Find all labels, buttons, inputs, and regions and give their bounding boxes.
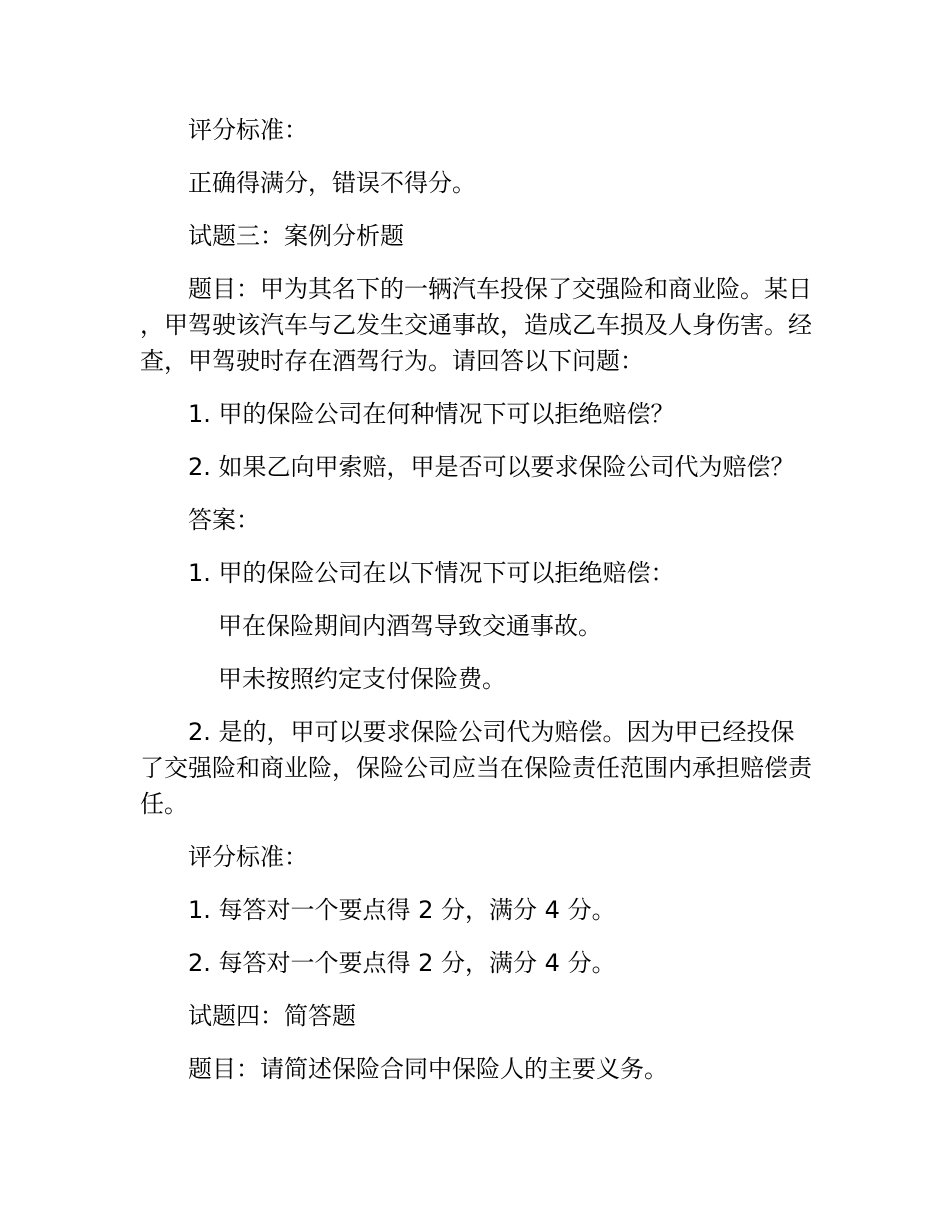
question-four-title: 试题四：简答题 [188,1002,356,1030]
document-body [140,112,812,1104]
question-three-prompt: 题目：甲为其名下的一辆汽车投保了交强险和商业险。某日，甲驾驶该汽车与乙发生交通事故，造成乙车损及人身伤害。经查，甲驾驶时存在酒驾行为。请回答以下问题： [140,275,812,375]
grading-heading-2: 评分标准： [188,843,308,871]
grading-item-2: 2. 每答对一个要点得 2 分，满分 4 分。 [188,949,616,977]
answer-heading: 答案： [188,506,260,534]
question-three-item-2: 2. 如果乙向甲索赔，甲是否可以要求保险公司代为赔偿？ [188,453,795,481]
answer-item-1: 1. 甲的保险公司在以下情况下可以拒绝赔偿： [188,559,675,587]
grading-heading: 评分标准： [188,116,308,144]
grading-item-1: 1. 每答对一个要点得 2 分，满分 4 分。 [188,896,616,924]
grading-rule: 正确得满分，错误不得分。 [188,169,476,197]
answer-item-1-point-1: 甲在保险期间内酒驾导致交通事故。 [218,612,602,640]
question-four-prompt: 题目：请简述保险合同中保险人的主要义务。 [188,1055,668,1083]
answer-item-1-point-2: 甲未按照约定支付保险费。 [218,665,506,693]
question-three-item-1: 1. 甲的保险公司在何种情况下可以拒绝赔偿？ [188,400,675,428]
answer-item-2: 2. 是的，甲可以要求保险公司代为赔偿。因为甲已经投保了交强险和商业险，保险公司应当在保险责任范围内承担赔偿责任。 [140,718,812,818]
question-three-title: 试题三：案例分析题 [188,222,404,250]
